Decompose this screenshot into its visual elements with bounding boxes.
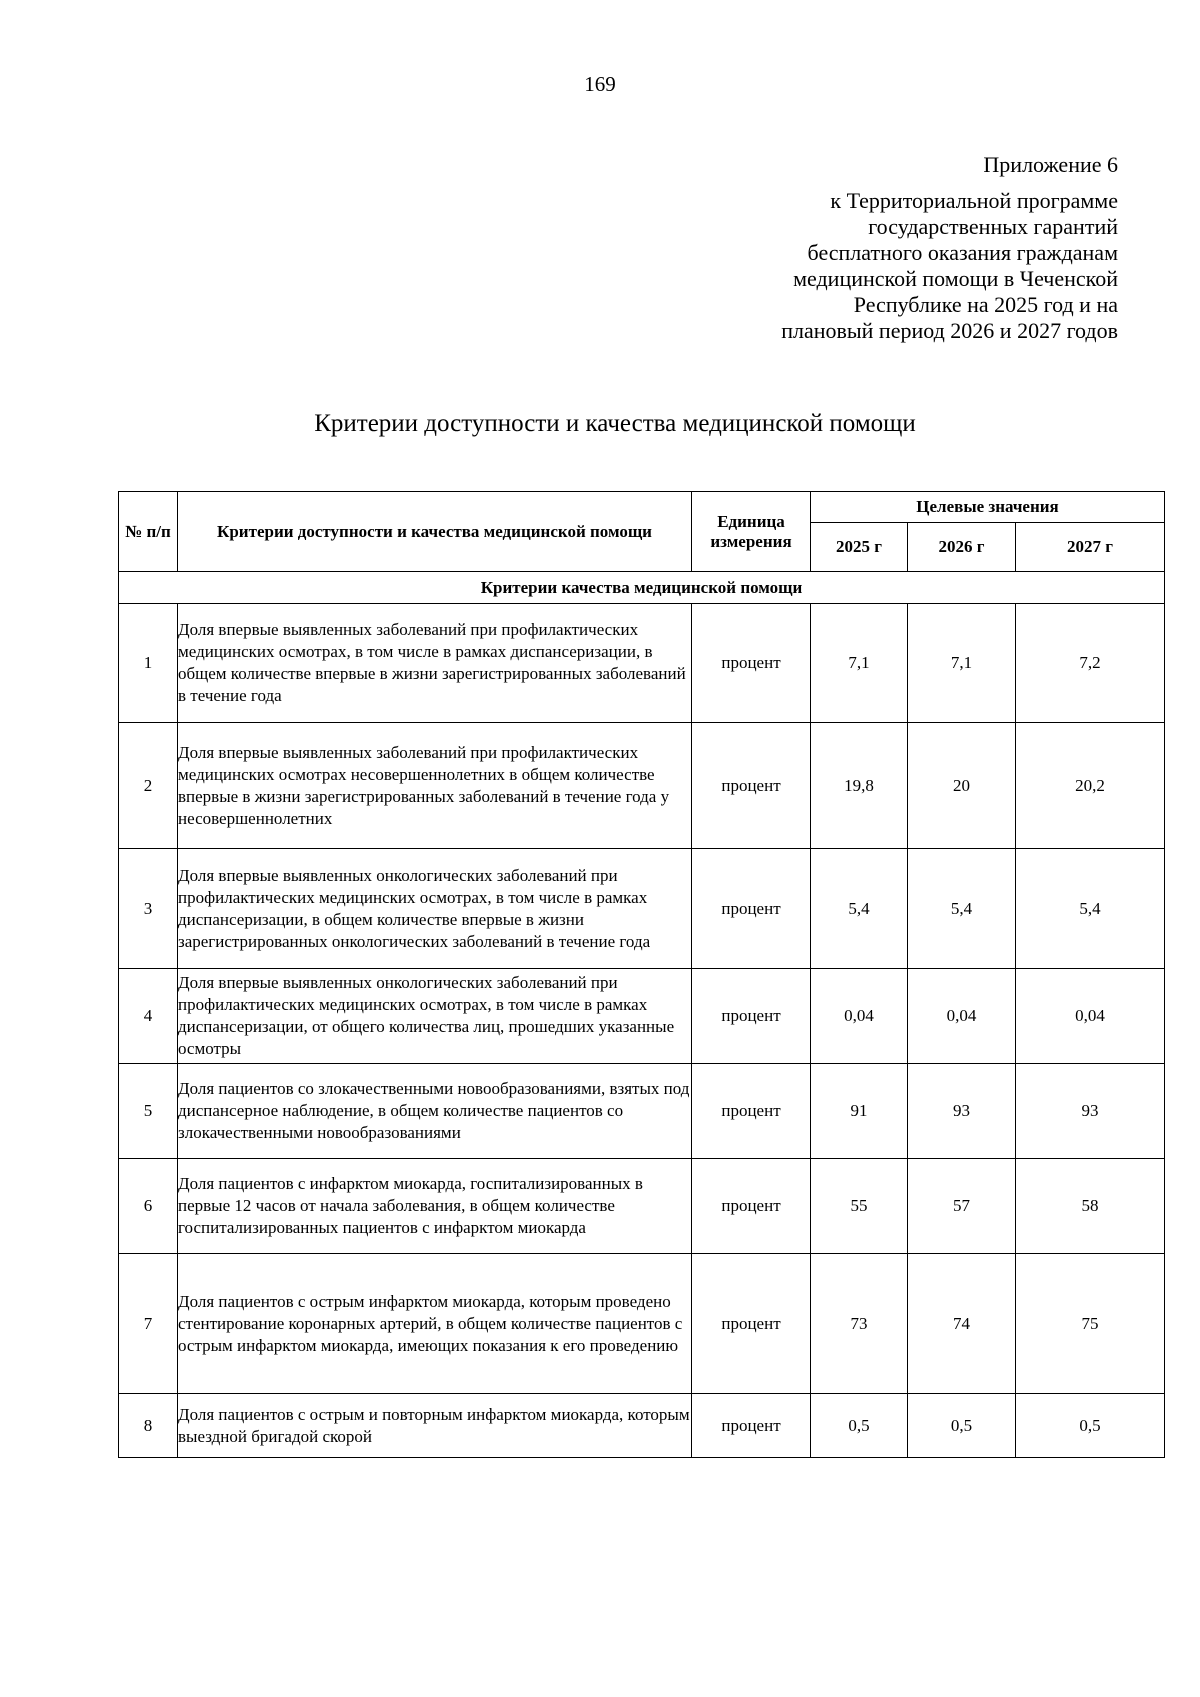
header-number: № п/п: [119, 492, 178, 572]
row-value-2027: 20,2: [1016, 723, 1165, 849]
appendix-header: [598, 152, 1118, 344]
row-criteria: Доля впервые выявленных онкологических заболеваний при профилактических медицинских осмотрах, в том числе в рамках диспансеризации, в общем количестве впервые в жизни зарегистрированных онкологических заболеваний в течение года: [178, 849, 692, 969]
appendix-line: Республике на 2025 год и на: [853, 292, 1118, 317]
row-value-2026: 93: [908, 1064, 1016, 1159]
row-number: 5: [119, 1064, 178, 1159]
row-value-2025: 7,1: [811, 604, 908, 723]
row-value-2027: 0,04: [1016, 969, 1165, 1064]
row-value-2026: 7,1: [908, 604, 1016, 723]
row-unit: процент: [692, 1159, 811, 1254]
row-number: 7: [119, 1254, 178, 1394]
row-value-2026: 74: [908, 1254, 1016, 1394]
row-value-2025: 19,8: [811, 723, 908, 849]
row-criteria: Доля пациентов с острым инфарктом миокарда, которым проведено стентирование коронарных артерий, в общем количестве пациентов с острым инфарктом миокарда, имеющих показания к его проведению: [178, 1254, 692, 1394]
row-value-2027: 0,5: [1016, 1394, 1165, 1458]
row-number: 2: [119, 723, 178, 849]
appendix-line: плановый период 2026 и 2027 годов: [781, 318, 1118, 343]
appendix-line: к Территориальной программе: [830, 188, 1118, 213]
row-value-2026: 5,4: [908, 849, 1016, 969]
row-value-2025: 5,4: [811, 849, 908, 969]
header-year-2025: 2025 г: [811, 523, 908, 572]
row-value-2026: 20: [908, 723, 1016, 849]
appendix-line: медицинской помощи в Чеченской: [793, 266, 1118, 291]
criteria-table: [118, 491, 1165, 1458]
row-value-2027: 58: [1016, 1159, 1165, 1254]
row-value-2025: 0,5: [811, 1394, 908, 1458]
table-row: [119, 1394, 1165, 1458]
row-unit: процент: [692, 849, 811, 969]
row-value-2027: 75: [1016, 1254, 1165, 1394]
row-value-2025: 91: [811, 1064, 908, 1159]
row-number: 6: [119, 1159, 178, 1254]
header-unit: Единица измерения: [692, 492, 811, 572]
table-row: [119, 723, 1165, 849]
header-year-2026: 2026 г: [908, 523, 1016, 572]
row-unit: процент: [692, 1254, 811, 1394]
row-criteria: Доля впервые выявленных онкологических заболеваний при профилактических медицинских осмотрах, в том числе в рамках диспансеризации, от общего количества лиц, прошедших указанные осмотры: [178, 969, 692, 1064]
row-criteria: Доля впервые выявленных заболеваний при профилактических медицинских осмотрах, в том числе в рамках диспансеризации, в общем количестве впервые в жизни зарегистрированных заболеваний в течение года: [178, 604, 692, 723]
row-value-2025: 55: [811, 1159, 908, 1254]
appendix-title: Приложение 6: [983, 152, 1118, 177]
row-value-2026: 0,04: [908, 969, 1016, 1064]
row-criteria: Доля пациентов со злокачественными новообразованиями, взятых под диспансерное наблюдение, в общем количестве пациентов со злокачественными новообразованиями: [178, 1064, 692, 1159]
document-title: Критерии доступности и качества медицинской помощи: [314, 410, 916, 437]
table-row: [119, 849, 1165, 969]
page-number: 169: [584, 72, 616, 96]
row-value-2026: 57: [908, 1159, 1016, 1254]
table-row: [119, 1254, 1165, 1394]
appendix-line: государственных гарантий: [868, 214, 1118, 239]
table-row: [119, 969, 1165, 1064]
row-number: 8: [119, 1394, 178, 1458]
row-criteria: Доля впервые выявленных заболеваний при профилактических медицинских осмотрах несовершеннолетних в общем количестве впервые в жизни зарегистрированных заболеваний в течение года у несовершеннолетних: [178, 723, 692, 849]
row-unit: процент: [692, 1064, 811, 1159]
row-value-2025: 73: [811, 1254, 908, 1394]
header-year-2027: 2027 г: [1016, 523, 1165, 572]
row-unit: процент: [692, 1394, 811, 1458]
appendix-line: бесплатного оказания гражданам: [807, 240, 1118, 265]
row-value-2027: 7,2: [1016, 604, 1165, 723]
row-unit: процент: [692, 723, 811, 849]
row-number: 1: [119, 604, 178, 723]
table-row: [119, 604, 1165, 723]
row-criteria: Доля пациентов с инфарктом миокарда, госпитализированных в первые 12 часов от начала заболевания, в общем количестве госпитализированных пациентов с инфарктом миокарда: [178, 1159, 692, 1254]
row-number: 4: [119, 969, 178, 1064]
row-value-2026: 0,5: [908, 1394, 1016, 1458]
row-value-2025: 0,04: [811, 969, 908, 1064]
table-row: [119, 1064, 1165, 1159]
section-title: Критерии качества медицинской помощи: [119, 572, 1165, 604]
table-row: [119, 1159, 1165, 1254]
row-number: 3: [119, 849, 178, 969]
row-unit: процент: [692, 604, 811, 723]
row-unit: процент: [692, 969, 811, 1064]
header-target-values: Целевые значения: [811, 492, 1165, 523]
header-criteria: Критерии доступности и качества медицинской помощи: [178, 492, 692, 572]
row-value-2027: 5,4: [1016, 849, 1165, 969]
row-criteria: Доля пациентов с острым и повторным инфарктом миокарда, которым выездной бригадой скорой: [178, 1394, 692, 1458]
row-value-2027: 93: [1016, 1064, 1165, 1159]
